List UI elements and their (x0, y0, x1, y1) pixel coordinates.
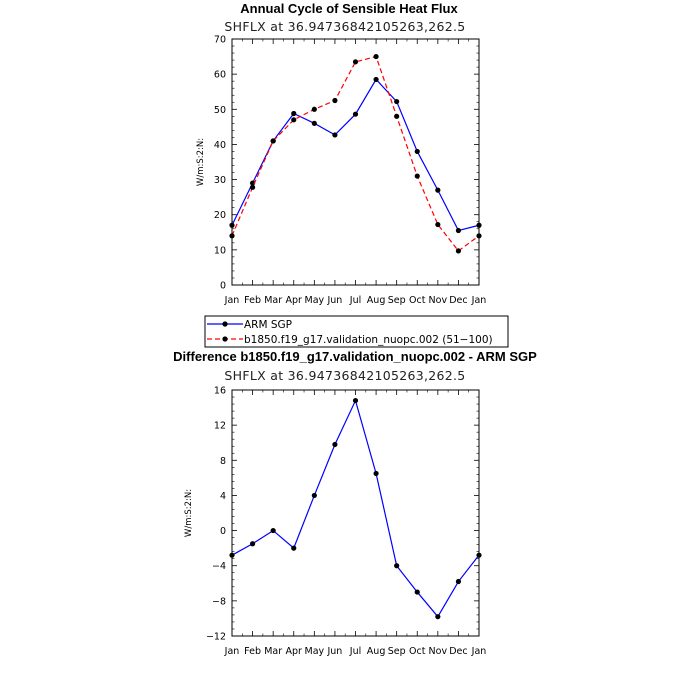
data-point (291, 546, 296, 551)
y-tick-label: 20 (213, 210, 226, 222)
data-point (373, 77, 378, 82)
data-point (415, 589, 420, 594)
series-line (232, 79, 479, 230)
data-point (229, 233, 234, 238)
y-tick-label: 4 (219, 490, 226, 502)
x-tick-label: Dec (449, 646, 468, 657)
x-tick-label: Oct (409, 646, 426, 657)
data-point (394, 563, 399, 568)
data-point (476, 223, 481, 228)
x-tick-label: Dec (449, 295, 468, 306)
annual-cycle-chart (196, 1, 508, 347)
data-point (250, 185, 255, 190)
difference-chart (173, 349, 537, 657)
data-point (332, 132, 337, 137)
x-tick-label: Jun (327, 646, 343, 657)
x-tick-label: Apr (285, 646, 302, 657)
axis-ticks (232, 390, 479, 636)
x-tick-label: Feb (244, 295, 261, 306)
data-point (353, 112, 358, 117)
x-tick-labels (224, 646, 487, 657)
data-point (332, 442, 337, 447)
y-axis-label: W/m:S:2:N: (196, 137, 206, 187)
y-tick-label: 30 (213, 175, 226, 187)
data-point (456, 579, 461, 584)
x-tick-label: Apr (285, 295, 302, 306)
x-tick-label: Jul (349, 295, 362, 306)
legend-label-arm-sgp: ARM SGP (244, 319, 293, 331)
x-tick-label: Jan (224, 295, 240, 306)
data-point (435, 614, 440, 619)
y-tick-label: 60 (213, 69, 226, 81)
y-tick-label: −8 (211, 596, 226, 608)
data-point (312, 493, 317, 498)
x-tick-label: Aug (366, 646, 386, 657)
y-tick-label: 16 (213, 385, 226, 397)
data-point (373, 54, 378, 59)
x-tick-label: Jun (327, 295, 343, 306)
data-point (271, 528, 276, 533)
data-point (415, 149, 420, 154)
data-point (456, 248, 461, 253)
data-point (291, 111, 296, 116)
x-tick-label: Nov (428, 295, 448, 306)
y-axis-label: W/m:S:2:N: (184, 488, 194, 538)
legend-marker-arm-sgp (222, 321, 227, 326)
data-point (435, 188, 440, 193)
plot-frame (232, 39, 479, 285)
data-point (476, 233, 481, 238)
chart-subtitle: SHFLX at 36.94736842105263,262.5 (224, 19, 466, 34)
legend-marker-model (222, 336, 227, 341)
data-point (332, 98, 337, 103)
x-tick-label: Jan (224, 646, 240, 657)
data-point (394, 114, 399, 119)
y-tick-labels (214, 35, 226, 292)
x-tick-labels (224, 295, 487, 306)
legend-label-model: b1850.f19_g17.validation_nuopc.002 (51−100) (244, 334, 493, 346)
x-tick-label: Sep (387, 646, 406, 657)
x-tick-label: Nov (428, 646, 448, 657)
y-tick-label: 12 (213, 420, 226, 432)
data-point (312, 107, 317, 112)
axis-ticks (232, 39, 479, 285)
plot-frame (232, 390, 479, 636)
series-line (232, 57, 479, 251)
chart-title: Annual Cycle of Sensible Heat Flux (240, 1, 458, 16)
data-point (353, 59, 358, 64)
chart-title: Difference b1850.f19_g17.validation_nuopc.002 - ARM SGP (173, 349, 537, 364)
y-tick-label: 10 (213, 245, 226, 257)
x-tick-label: Jul (349, 646, 362, 657)
x-tick-label: Oct (409, 295, 426, 306)
x-tick-label: May (304, 646, 325, 657)
x-tick-label: Mar (264, 646, 283, 657)
y-tick-label: 50 (213, 104, 226, 116)
data-point (373, 471, 378, 476)
series-group (229, 54, 481, 254)
series-group (229, 398, 481, 619)
data-point (394, 99, 399, 104)
data-point (456, 228, 461, 233)
x-tick-label: Mar (264, 295, 283, 306)
y-tick-label: 0 (219, 280, 226, 292)
x-tick-label: Sep (387, 295, 406, 306)
y-tick-label: −4 (211, 561, 226, 573)
x-tick-label: May (304, 295, 325, 306)
legend (205, 316, 508, 347)
x-tick-label: Aug (366, 295, 386, 306)
y-tick-label: 70 (213, 34, 226, 46)
y-tick-labels (206, 386, 226, 643)
data-point (291, 117, 296, 122)
data-point (229, 223, 234, 228)
y-tick-label: 0 (219, 526, 226, 538)
data-point (353, 398, 358, 403)
chart-subtitle: SHFLX at 36.94736842105263,262.5 (224, 368, 466, 383)
y-tick-label: 8 (219, 455, 226, 467)
data-point (476, 553, 481, 558)
y-tick-label: 40 (213, 139, 226, 151)
data-point (271, 138, 276, 143)
data-point (435, 222, 440, 227)
data-point (250, 541, 255, 546)
x-tick-label: Feb (244, 646, 261, 657)
x-tick-label: Jan (471, 295, 487, 306)
y-tick-label: −12 (205, 631, 226, 643)
x-tick-label: Jan (471, 646, 487, 657)
data-point (229, 553, 234, 558)
data-point (312, 121, 317, 126)
series-line (232, 401, 479, 617)
data-point (415, 173, 420, 178)
